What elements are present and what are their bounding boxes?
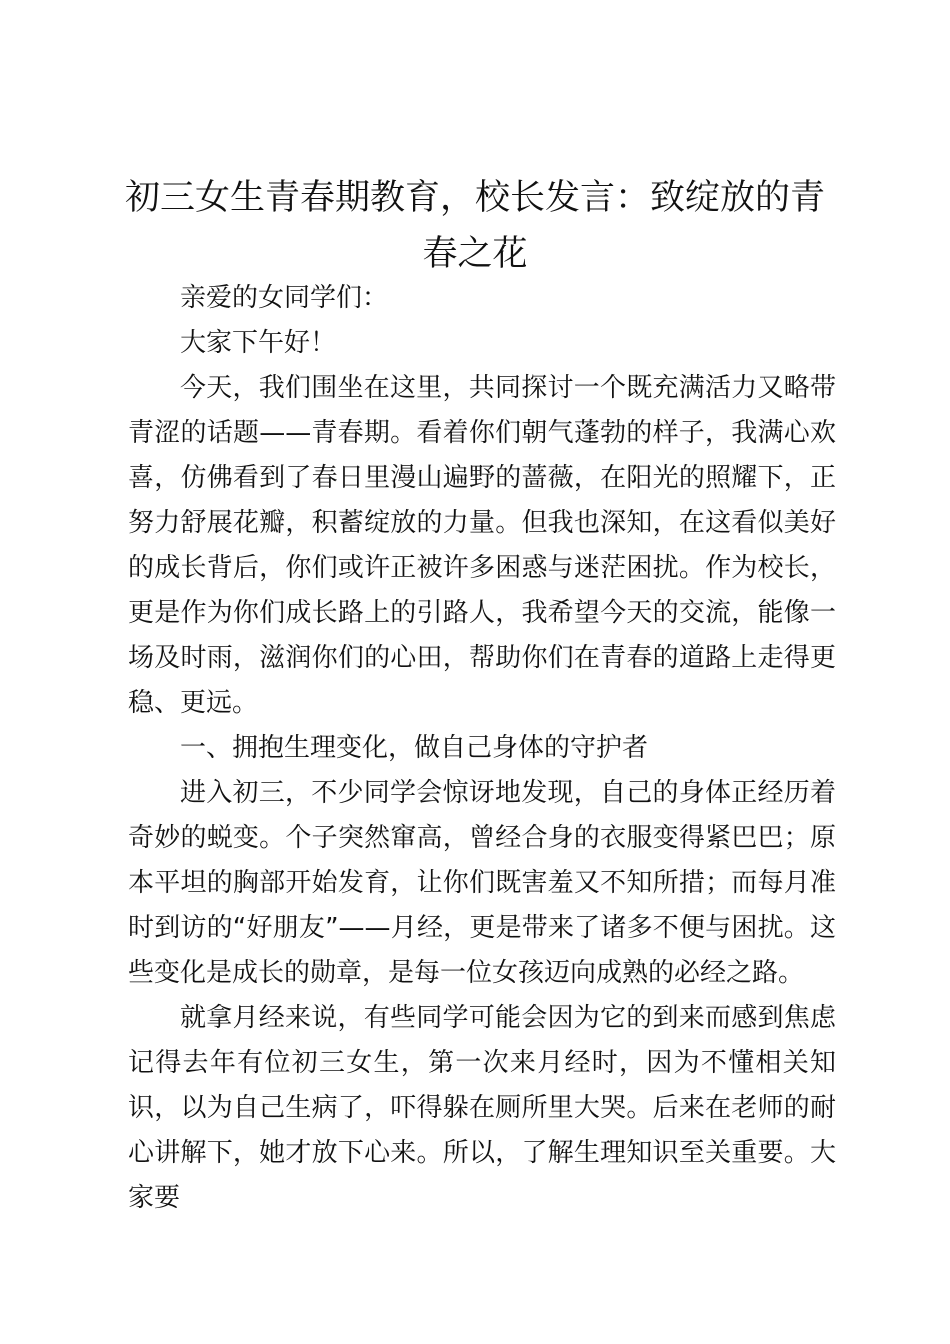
salutation-paragraph: 亲爱的女同学们：	[180, 283, 389, 313]
body-paragraph: 进入初三，不少同学会惊讶地发现，自己的身体正经历着奇妙的蜕变。个子突然窜高，曾经合身的衣服变得紧巴巴；原本平坦的胸部开始发育，让你们既害羞又不知所措；而每月准时到访的“好朋友”——月经，更是带来了诸多不便与困扰。这些变化是成长的勋章，是每一位女孩迈向成熟的必经之路。	[128, 778, 836, 988]
intro-paragraph: 今天，我们围坐在这里，共同探讨一个既充满活力又略带青涩的话题——青春期。看着你们朝气蓬勃的样子，我满心欢喜，仿佛看到了春日里漫山遍野的蔷薇，在阳光的照耀下，正努力舒展花瓣，积蓄绽放的力量。但我也深知，在这看似美好的成长背后，你们或许正被许多困惑与迷茫困扰。作为校长，更是作为你们成长路上的引路人，我希望今天的交流，能像一场及时雨，滋润你们的心田，帮助你们在青春的道路上走得更稳、更远。	[128, 373, 836, 718]
body-paragraph: 就拿月经来说，有些同学可能会因为它的到来而感到焦虑记得去年有位初三女生，第一次来月经时，因为不懂相关知识，以为自己生病了，吓得躲在厕所里大哭。后来在老师的耐心讲解下，她才放下心来。所以，了解生理知识至关重要。大家要	[128, 1003, 836, 1213]
document-body	[128, 276, 836, 1221]
section-heading: 一、拥抱生理变化，做自己身体的守护者	[180, 733, 649, 763]
greeting-paragraph: 大家下午好！	[180, 328, 337, 358]
document-title: 初三女生青春期教育，校长发言：致绽放的青春之花	[124, 178, 825, 274]
